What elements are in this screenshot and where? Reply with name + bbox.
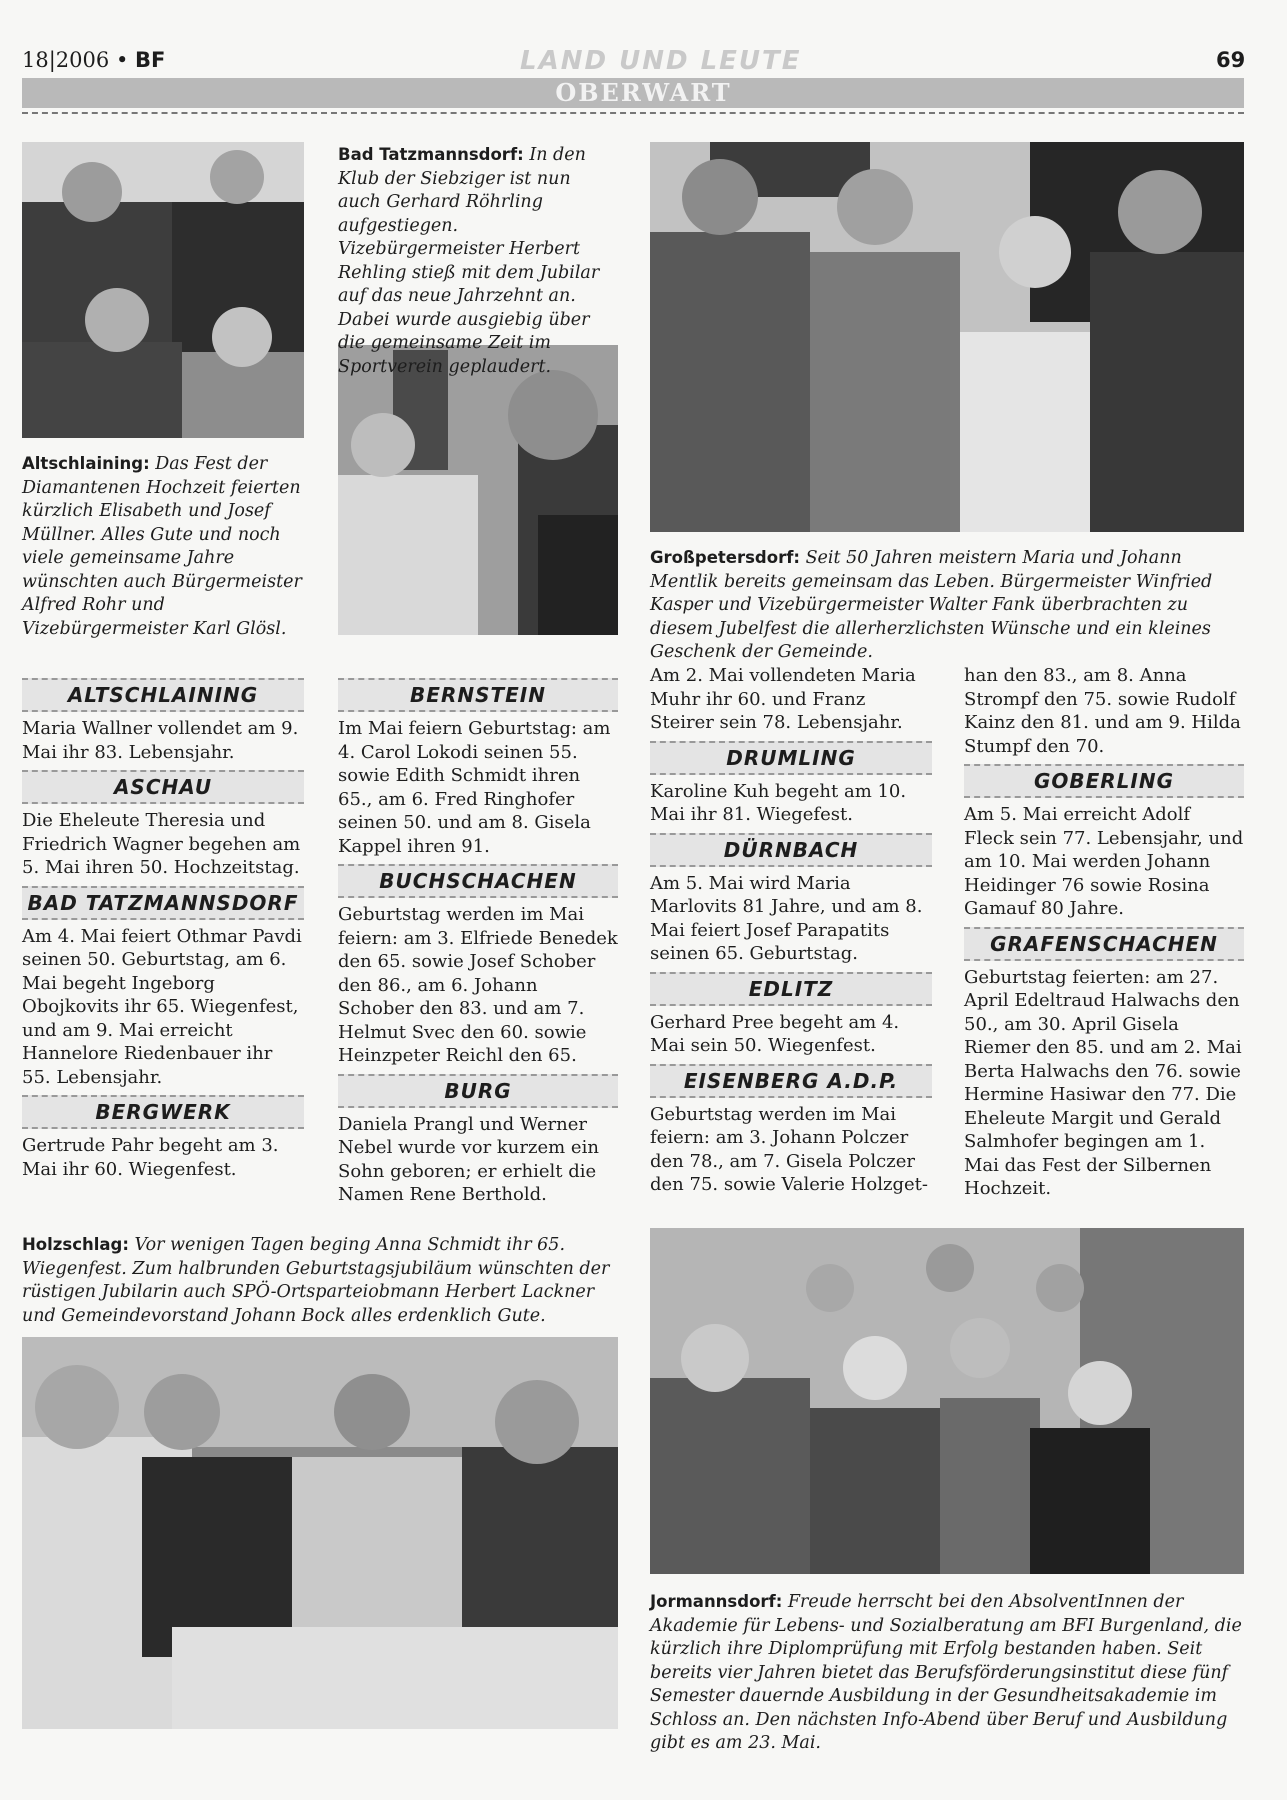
section-text: Maria Wallner vollendet am 9. Mai ihr 83. Lebensjahr. — [22, 718, 299, 763]
region-title: OBERWART — [555, 78, 732, 107]
caption-location: Bad Tatzmannsdorf: — [338, 145, 524, 164]
section-text: Am 5. Mai wird Maria Marlovits 81 Jahre, und am 8. Mai feiert Josef Parapatits seinen 65. Geburtstag. — [650, 872, 923, 964]
caption-altschlaining — [22, 452, 304, 641]
photo-holzschlag — [22, 1337, 618, 1729]
section-heading: BERNSTEIN — [338, 678, 618, 712]
column-4 — [964, 664, 1244, 1207]
section-edlitz — [650, 972, 932, 1058]
continued-text: han den 83., am 8. Anna Strompf den 75. sowie Rudolf Kainz den 81. und am 9. Hilda Stumpf den 70. — [964, 665, 1241, 757]
caption-text: Vor wenigen Tagen beging Anna Schmidt ihr 65. Wiegenfest. Zum halbrunden Geburtstagsjubiläum wünschten der rüstigen Jubilarin auch SPÖ-Ortsparteiobmann Herbert Lackner und Gemeindevorstand Johann Bock alles erdenklich Gute. — [22, 1235, 610, 1326]
section-heading: EDLITZ — [650, 972, 932, 1006]
section-buchschachen — [338, 864, 618, 1068]
caption-location: Jormannsdorf: — [650, 1592, 783, 1611]
section-heading: BUCHSCHACHEN — [338, 864, 618, 898]
section-bad-tatzmannsdorf — [22, 886, 304, 1090]
section-heading: DRUMLING — [650, 741, 932, 775]
caption-location: Altschlaining: — [22, 454, 150, 473]
section-drumling — [650, 741, 932, 827]
section-heading: ALTSCHLAINING — [22, 678, 304, 712]
column-2 — [338, 672, 618, 1213]
section-heading: DÜRNBACH — [650, 833, 932, 867]
caption-grosspetersdorf — [650, 546, 1244, 665]
column-3 — [650, 664, 932, 1203]
photo-altschlaining — [22, 142, 304, 438]
section-burg — [338, 1074, 618, 1207]
section-title: LAND UND LEUTE — [520, 46, 802, 76]
section-bergwerk — [22, 1095, 304, 1181]
section-heading: BAD TATZMANNSDORF — [22, 886, 304, 920]
brand-logo: BF — [135, 48, 166, 72]
caption-bad-tatzmannsdorf — [338, 143, 618, 379]
section-heading: EISENBERG A.D.P. — [650, 1064, 932, 1098]
caption-jormannsdorf — [650, 1590, 1244, 1756]
section-text: Geburtstag werden im Mai feiern: am 3. Elfriede Benedek den 65. sowie Josef Schober den 86., am 6. Johann Schober den 83. und am 7. Helmut Svec den 60. sowie Heinzpeter Reichl den 65. — [338, 904, 618, 1066]
section-heading: BURG — [338, 1074, 618, 1108]
section-text: Gerhard Pree begeht am 4. Mai sein 50. Wiegenfest. — [650, 1011, 900, 1056]
section-text: Geburtstag werden im Mai feiern: am 3. Johann Polczer den 78., am 7. Gisela Polczer den 75. sowie Valerie Holzget- — [650, 1103, 928, 1195]
caption-text: Das Fest der Diamantenen Hochzeit feierten kürzlich Elisabeth und Josef Müllner. Alles Gute und noch viele gemeinsame Jahre wünschten auch Bürgermeister Alfred Rohr und Vizebürgermeister Karl Glösl. — [22, 454, 302, 639]
section-duernbach — [650, 833, 932, 966]
caption-text: Seit 50 Jahren meistern Maria und Johann Mentlik bereits gemeinsam das Leben. Bürgermeister Winfried Kasper und Vizebürgermeister Walter Fank überbrachten zu diesem Jubelfest die allerherzlichsten Wünsche und ein kleines Geschenk der Gemeinde. — [650, 548, 1213, 662]
section-text: Geburtstag feierten: am 27. April Edeltraud Halwachs den 50., am 30. April Gisela Riemer den 85. und am 2. Mai Berta Halwachs den 76. sowie Hermine Hasiwar den 77. Die Eheleute Margit und Gerald Salmhofer begingen am 1. Mai das Fest der Silbernen Hochzeit. — [964, 966, 1242, 1199]
issue-info — [22, 48, 165, 72]
column-1 — [22, 672, 304, 1187]
section-text: Im Mai feiern Geburtstag: am 4. Carol Lokodi seinen 55. sowie Edith Schmidt ihren 65., am 6. Fred Ringhofer seinen 50. und am 8. Gisela Kappel ihren 91. — [338, 718, 611, 857]
photo-bad-tatzmannsdorf — [338, 345, 618, 635]
photo-grosspetersdorf — [650, 142, 1244, 532]
section-eisenberg — [650, 1064, 932, 1197]
section-goberling — [964, 764, 1244, 921]
header-divider — [22, 112, 1244, 114]
continued-text: Am 2. Mai vollendeten Maria Muhr ihr 60. und Franz Steirer sein 78. Lebensjahr. — [650, 665, 916, 733]
section-aschau — [22, 770, 304, 880]
section-text: Am 4. Mai feiert Othmar Pavdi seinen 50. Geburtstag, am 6. Mai begeht Ingeborg Obojkovits ihr 65. Wiegenfest, und am 9. Mai erreicht Hannelore Riedenbauer ihr 55. Lebensjahr. — [22, 925, 302, 1088]
caption-location: Großpetersdorf: — [650, 548, 800, 567]
section-bernstein — [338, 678, 618, 858]
section-text: Karoline Kuh begeht am 10. Mai ihr 81. Wiegefest. — [650, 780, 907, 825]
section-text: Die Eheleute Theresia und Friedrich Wagner begehen am 5. Mai ihren 50. Hochzeitstag. — [22, 810, 301, 878]
section-text: Gertrude Pahr begeht am 3. Mai ihr 60. Wiegenfest. — [22, 1135, 279, 1180]
page-number: 69 — [1216, 48, 1246, 72]
issue-number: 18|2006 — [22, 48, 110, 72]
caption-holzschlag — [22, 1233, 618, 1328]
section-heading: ASCHAU — [22, 770, 304, 804]
section-altschlaining — [22, 678, 304, 764]
caption-text: Freude herrscht bei den AbsolventInnen der Akademie für Lebens- und Sozialberatung am BFI Burgenland, die kürzlich ihre Diplomprüfung mit Erfolg bestanden haben. Seit bereits vier Jahren bietet das Berufsförderungsinstitut diese fünf Semester dauernde Ausbildung in der Gesundheitsakademie im Schloss an. Den nächsten Info-Abend über Beruf und Ausbildung gibt es am 23. Mai. — [650, 1592, 1242, 1753]
section-heading: BERGWERK — [22, 1095, 304, 1129]
separator-bullet: • — [115, 48, 129, 72]
caption-location: Holzschlag: — [22, 1235, 129, 1254]
section-text: Daniela Prangl und Werner Nebel wurde vor kurzem ein Sohn geboren; er erhielt die Namen Rene Berthold. — [338, 1113, 599, 1205]
section-text: Am 5. Mai erreicht Adolf Fleck sein 77. Lebensjahr, und am 10. Mai werden Johann Heidinger 76 sowie Rosina Gamauf 80 Jahre. — [964, 804, 1244, 919]
section-grafenschachen — [964, 927, 1244, 1201]
caption-text: In den Klub der Siebziger ist nun auch Gerhard Röhrling aufgestiegen. Vizebürgermeister Herbert Rehling stieß mit dem Jubilar auf das neue Jahrzehnt an. Dabei wurde ausgiebig über die gemeinsame Zeit im Sportverein geplaudert. — [338, 145, 600, 377]
section-heading: GOBERLING — [964, 764, 1244, 798]
section-heading: GRAFENSCHACHEN — [964, 927, 1244, 961]
photo-jormannsdorf — [650, 1228, 1244, 1574]
